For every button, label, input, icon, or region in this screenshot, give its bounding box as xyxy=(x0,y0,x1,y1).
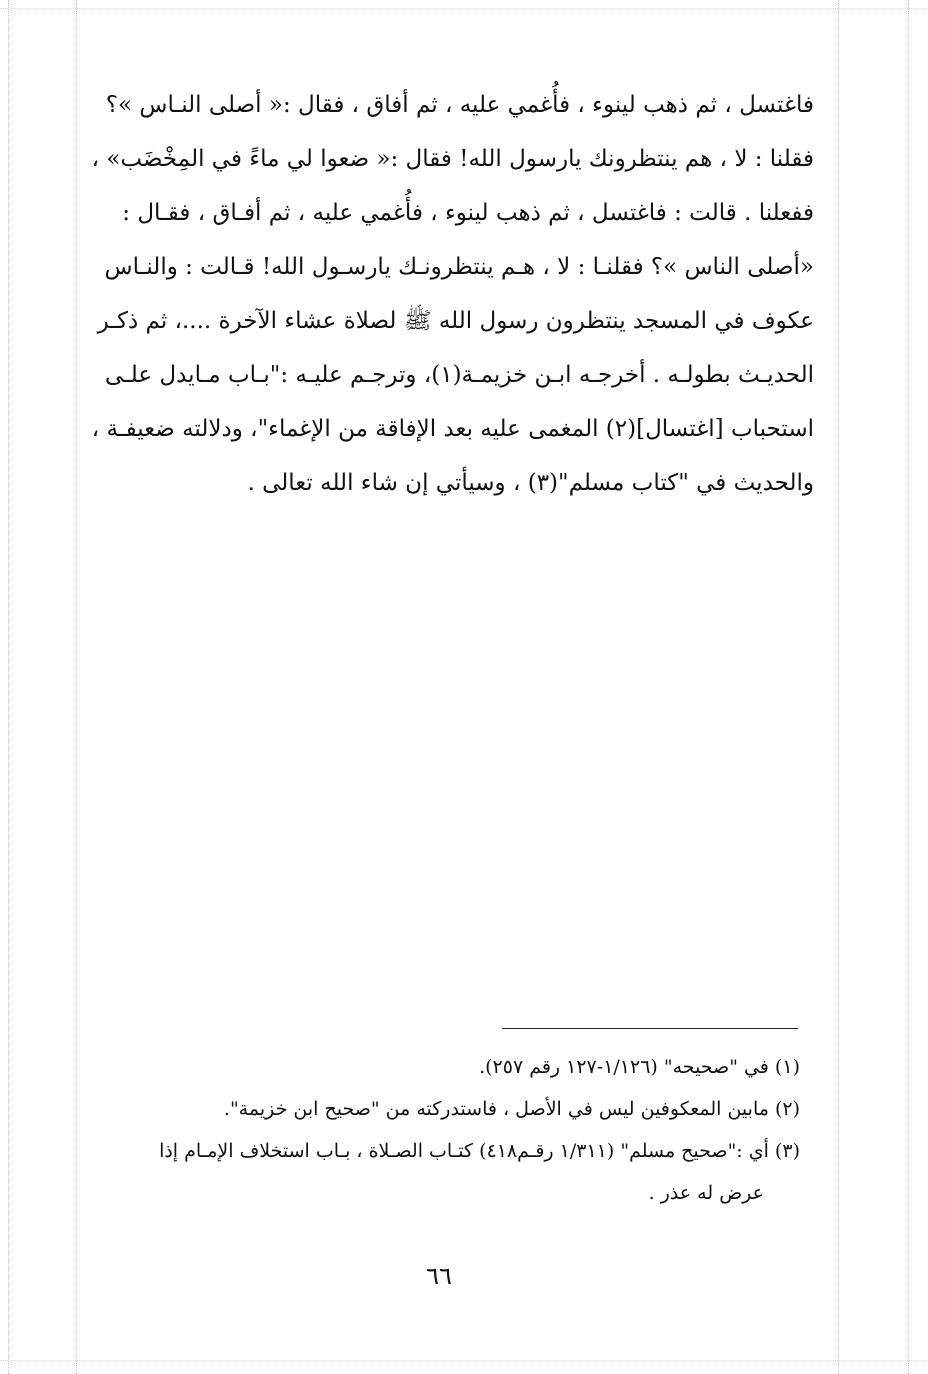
scan-guide-line xyxy=(838,0,839,1374)
text-line: عكوف في المسجد ينتظرون رسول الله ﷺ لصلاة عشاء الآخرة ....، ثم ذكـر xyxy=(97,308,814,334)
scan-guide-line xyxy=(76,0,77,1374)
text-line: «أصلى الناس »؟ فقلنـا : لا ، هـم ينتظرونـك يارسـول الله! قـالت : والنـاس xyxy=(104,254,814,280)
page-number: ٦٦ xyxy=(426,1262,452,1290)
text-line: ففعلنا . قالت : فاغتسل ، ثم ذهب لينوء ، فأُغمي عليه ، ثم أفـاق ، فقـال : xyxy=(122,200,814,226)
footnotes xyxy=(84,1046,800,1214)
footnote: (٢) مابين المعكوفين ليس في الأصل ، فاستدركته من "صحيح ابن خزيمة". xyxy=(223,1098,800,1120)
scan-guide-line xyxy=(0,1360,928,1361)
text-line: استحباب [اغتسال](٢) المغمى عليه بعد الإفاقة من الإغماء"، ودلالته ضعيفـة ، xyxy=(91,416,814,442)
main-text xyxy=(84,78,814,510)
text-line: الحديـث بطولـه . أخرجـه ابـن خزيمـة(١)، وترجـم عليـه :"بـاب مـايدل علـى xyxy=(104,362,814,388)
text-line: فاغتسل ، ثم ذهب لينوء ، فأُغمي عليه ، ثم أفاق ، فقال :« أصلى النـاس »؟ xyxy=(105,92,814,118)
footnote-continuation: عرض له عذر . xyxy=(648,1182,764,1204)
scan-guide-line xyxy=(908,0,909,1374)
text-line: والحديث في "كتاب مسلم"(٣) ، وسيأتي إن شاء الله تعالى . xyxy=(247,470,814,496)
scan-guide-line xyxy=(8,0,9,1374)
footnote: (٣) أي :"صحيح مسلم" (١/٣١١ رقـم٤١٨) كتـاب الصـلاة ، بـاب استخلاف الإمـام إذا xyxy=(159,1140,800,1162)
footnote-separator xyxy=(502,1028,798,1029)
scan-guide-line xyxy=(0,8,928,9)
text-line: فقلنا : لا ، هم ينتظرونك يارسول الله! فقال :« ضعوا لي ماءً في المِخْضَب» ، xyxy=(91,146,814,172)
footnote: (١) في "صحيحه" (١/١٢٦-١٢٧ رقم ٢٥٧). xyxy=(479,1056,800,1078)
